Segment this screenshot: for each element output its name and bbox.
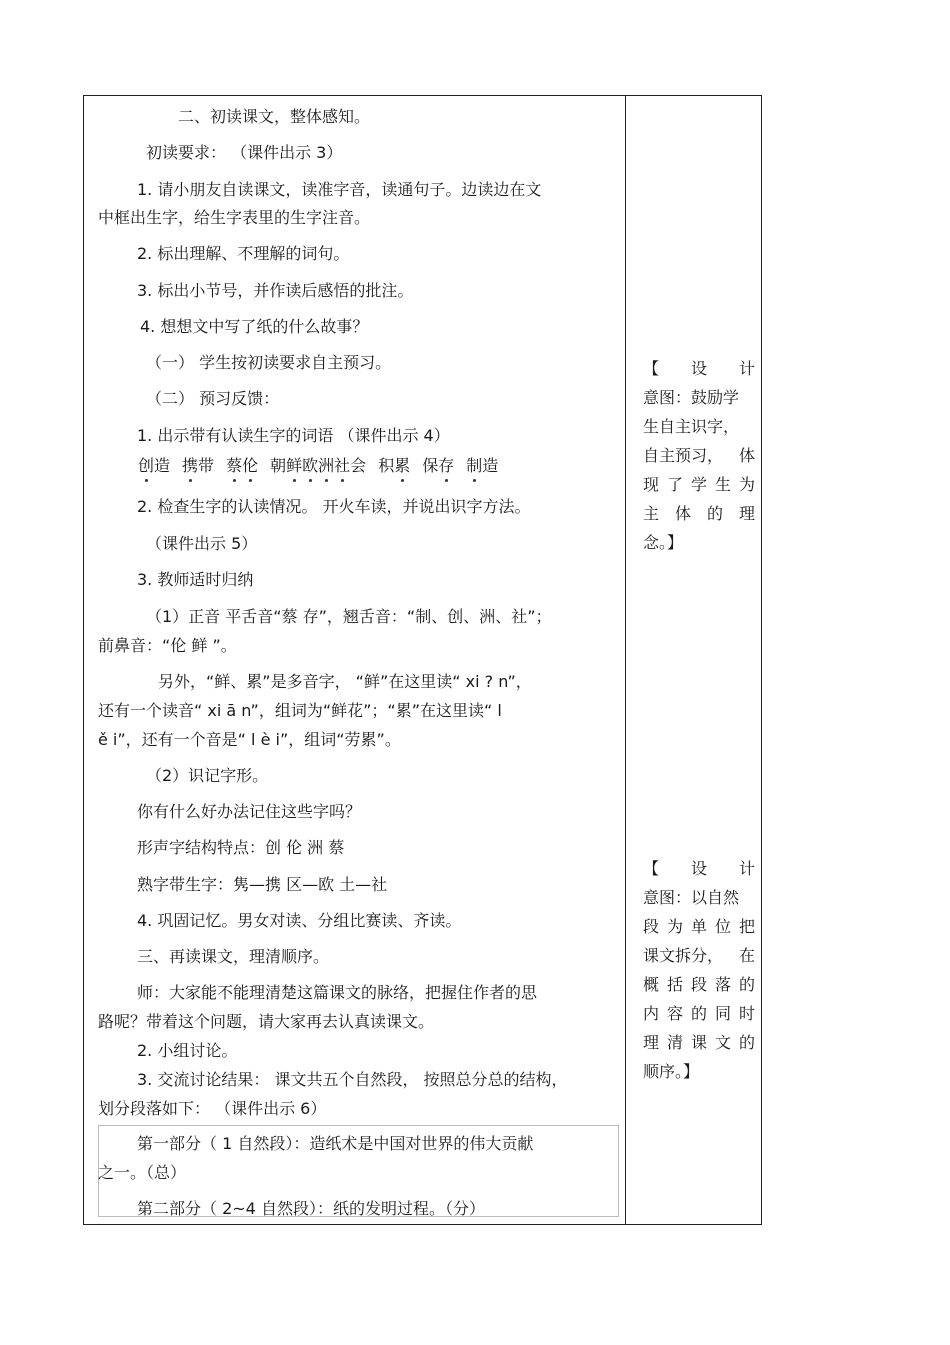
vocab-word (226, 456, 258, 475)
design-intent-column (627, 96, 761, 1224)
character-form: （2）识记字形。 (146, 766, 269, 785)
vocab-word (270, 456, 366, 475)
reading-requirements: 初读要求： （课件出示 3） (146, 143, 343, 162)
note-text: 段 (690, 975, 707, 994)
note-line (643, 354, 755, 383)
courseware-5: （课件出示 5） (146, 534, 258, 553)
polyphone-note: 另外，“鲜、累”是多音字， “鲜”在这里读“ xi ? n”， (158, 672, 532, 691)
vocab-word (378, 456, 410, 475)
emphasized-char: 存 (438, 456, 455, 475)
note-text: 体 (674, 504, 691, 523)
note-line (643, 883, 755, 912)
feedback-2: 2. 检查生字的认读情况。 开火车读，并说出识字方法。 (137, 497, 531, 516)
note-line (643, 470, 755, 499)
section-heading-initial-reading: 二、初读课文，整体感知。 (178, 107, 371, 126)
emphasized-char: 洲 (318, 456, 335, 475)
emphasized-char: 创 (138, 456, 155, 475)
note-text: 顺序。】 (643, 1062, 700, 1081)
design-intent-note-2 (643, 854, 755, 1086)
note-text: 概 (643, 975, 660, 994)
emphasized-char: 社 (334, 456, 351, 475)
part-two: 第二部分（ 2~4 自然段）：纸的发明过程。（分） (137, 1199, 485, 1218)
feedback-3: 3. 教师适时归纳 (137, 570, 254, 589)
teacher-prompt: 师：大家能不能理清楚这篇课文的脉络，把握住作者的思 (137, 983, 538, 1002)
note-line (643, 854, 755, 883)
note-text: 了 (666, 475, 683, 494)
note-text: 的 (738, 1033, 755, 1052)
word-char: 积 (378, 456, 395, 475)
note-text: 【 (643, 359, 660, 378)
note-text: 为 (666, 917, 683, 936)
note-line (643, 1057, 755, 1086)
emphasized-char: 蔡 (226, 456, 243, 475)
note-text: 生 (714, 475, 731, 494)
note-text: 理 (738, 504, 755, 523)
vocabulary-words (138, 455, 510, 477)
note-text: 设 (690, 359, 707, 378)
note-text: 单 (690, 917, 707, 936)
note-text: 为 (738, 475, 755, 494)
note-text: 自主预习， (643, 446, 724, 465)
note-text: 清 (666, 1033, 683, 1052)
note-text: 念。】 (643, 533, 684, 552)
note-line (643, 383, 755, 412)
note-text: 主 (643, 504, 660, 523)
step-one: （一） 学生按初读要求自主预习。 (146, 353, 392, 372)
note-line (643, 412, 755, 441)
note-text: 生自主识字， (643, 417, 740, 436)
note-text: 的 (690, 1004, 707, 1023)
group-discussion: 2. 小组讨论。 (137, 1041, 238, 1060)
vocab-word (466, 456, 498, 475)
note-text: 意图：鼓励学 (643, 388, 740, 407)
polyphone-note-3: ě i”，还有一个音是“ l è i”，组词“劳累”。 (98, 730, 401, 749)
pronunciation-note: （1）正音 平舌音“蔡 存”，翘舌音：“制、创、洲、社”； (146, 607, 552, 626)
word-char: 带 (198, 456, 215, 475)
requirement-4: 4. 想想文中写了纸的什么故事？ (140, 317, 369, 336)
note-text: 【 (643, 859, 660, 878)
note-text: 同 (714, 1004, 731, 1023)
emphasized-char: 欧 (302, 456, 319, 475)
phono-semantic-chars: 形声字结构特点：创 伦 洲 蔡 (137, 838, 345, 857)
section-heading-reread: 三、再读课文，理清顺序。 (137, 947, 330, 966)
word-char: 造 (154, 456, 171, 475)
emphasized-char: 伦 (242, 456, 259, 475)
note-line (643, 528, 755, 557)
note-text: 的 (738, 975, 755, 994)
note-text: 文 (714, 1033, 731, 1052)
emphasized-char: 累 (394, 456, 411, 475)
word-char: 保 (422, 456, 439, 475)
note-line (643, 970, 755, 999)
teaching-content-column (84, 96, 624, 1224)
pronunciation-note-cont: 前鼻音：“伦 鲜 ”。 (98, 636, 237, 655)
memory-question: 你有什么好办法记住这些字吗？ (137, 802, 362, 821)
note-text: 括 (666, 975, 683, 994)
step-two: （二） 预习反馈： (146, 389, 280, 408)
requirement-1: 1. 请小朋友自读课文，读准字音，读通句子。边读边在文 (137, 180, 542, 199)
requirement-3: 3. 标出小节号，并作读后感悟的批注。 (137, 281, 414, 300)
word-char: 朝 (270, 456, 287, 475)
note-text: 段 (643, 917, 660, 936)
design-intent-note-1 (643, 354, 755, 557)
word-char: 会 (350, 456, 367, 475)
note-text: 落 (714, 975, 731, 994)
note-text: 学 (690, 475, 707, 494)
note-text: 理 (643, 1033, 660, 1052)
column-divider (625, 95, 626, 1225)
part-one: 第一部分（ 1 自然段）：造纸术是中国对世界的伟大贡献 (137, 1134, 534, 1153)
note-line (643, 499, 755, 528)
emphasized-char: 鲜 (286, 456, 303, 475)
emphasized-char: 制 (466, 456, 483, 475)
teacher-prompt-cont: 路呢？带着这个问题，请大家再去认真读课文。 (98, 1012, 435, 1031)
vocab-word (182, 456, 214, 475)
feedback-1: 1. 出示带有认读生字的词语 （课件出示 4） (137, 426, 450, 445)
note-text: 容 (666, 1004, 683, 1023)
note-text: 把 (738, 917, 755, 936)
note-line (643, 912, 755, 941)
word-char: 造 (482, 456, 499, 475)
note-text: 时 (738, 1004, 755, 1023)
vocab-word (422, 456, 454, 475)
note-text: 计 (738, 359, 755, 378)
note-text: 课文拆分， (643, 946, 724, 965)
known-char-method: 熟字带生字：隽—携 区—欧 土—社 (137, 875, 388, 894)
note-text: 设 (690, 859, 707, 878)
consolidate-memory: 4. 巩固记忆。男女对读、分组比赛读、齐读。 (137, 911, 462, 930)
note-line (643, 441, 755, 470)
note-text: 位 (714, 917, 731, 936)
emphasized-char: 携 (182, 456, 199, 475)
polyphone-note-2: 还有一个读音“ xi ā n”，组词为“鲜花”；“累”在这里读“ l (98, 701, 502, 720)
part-one-cont: 之一。（总） (98, 1163, 187, 1182)
discussion-result: 3. 交流讨论结果： 课文共五个自然段， 按照总分总的结构， (137, 1070, 568, 1089)
note-text: 在 (738, 946, 755, 965)
discussion-result-cont: 划分段落如下： （课件出示 6） (98, 1099, 327, 1118)
note-line (643, 999, 755, 1028)
note-text: 意图：以自然 (643, 888, 740, 907)
note-text: 课 (690, 1033, 707, 1052)
note-text: 体 (738, 446, 755, 465)
note-text: 的 (706, 504, 723, 523)
requirement-1-cont: 中框出生字，给生字表里的生字注音。 (98, 208, 371, 227)
note-text: 计 (738, 859, 755, 878)
requirement-2: 2. 标出理解、不理解的词句。 (137, 244, 350, 263)
note-text: 内 (643, 1004, 660, 1023)
note-text: 现 (643, 475, 660, 494)
note-line (643, 1028, 755, 1057)
vocab-word (138, 456, 170, 475)
note-line (643, 941, 755, 970)
